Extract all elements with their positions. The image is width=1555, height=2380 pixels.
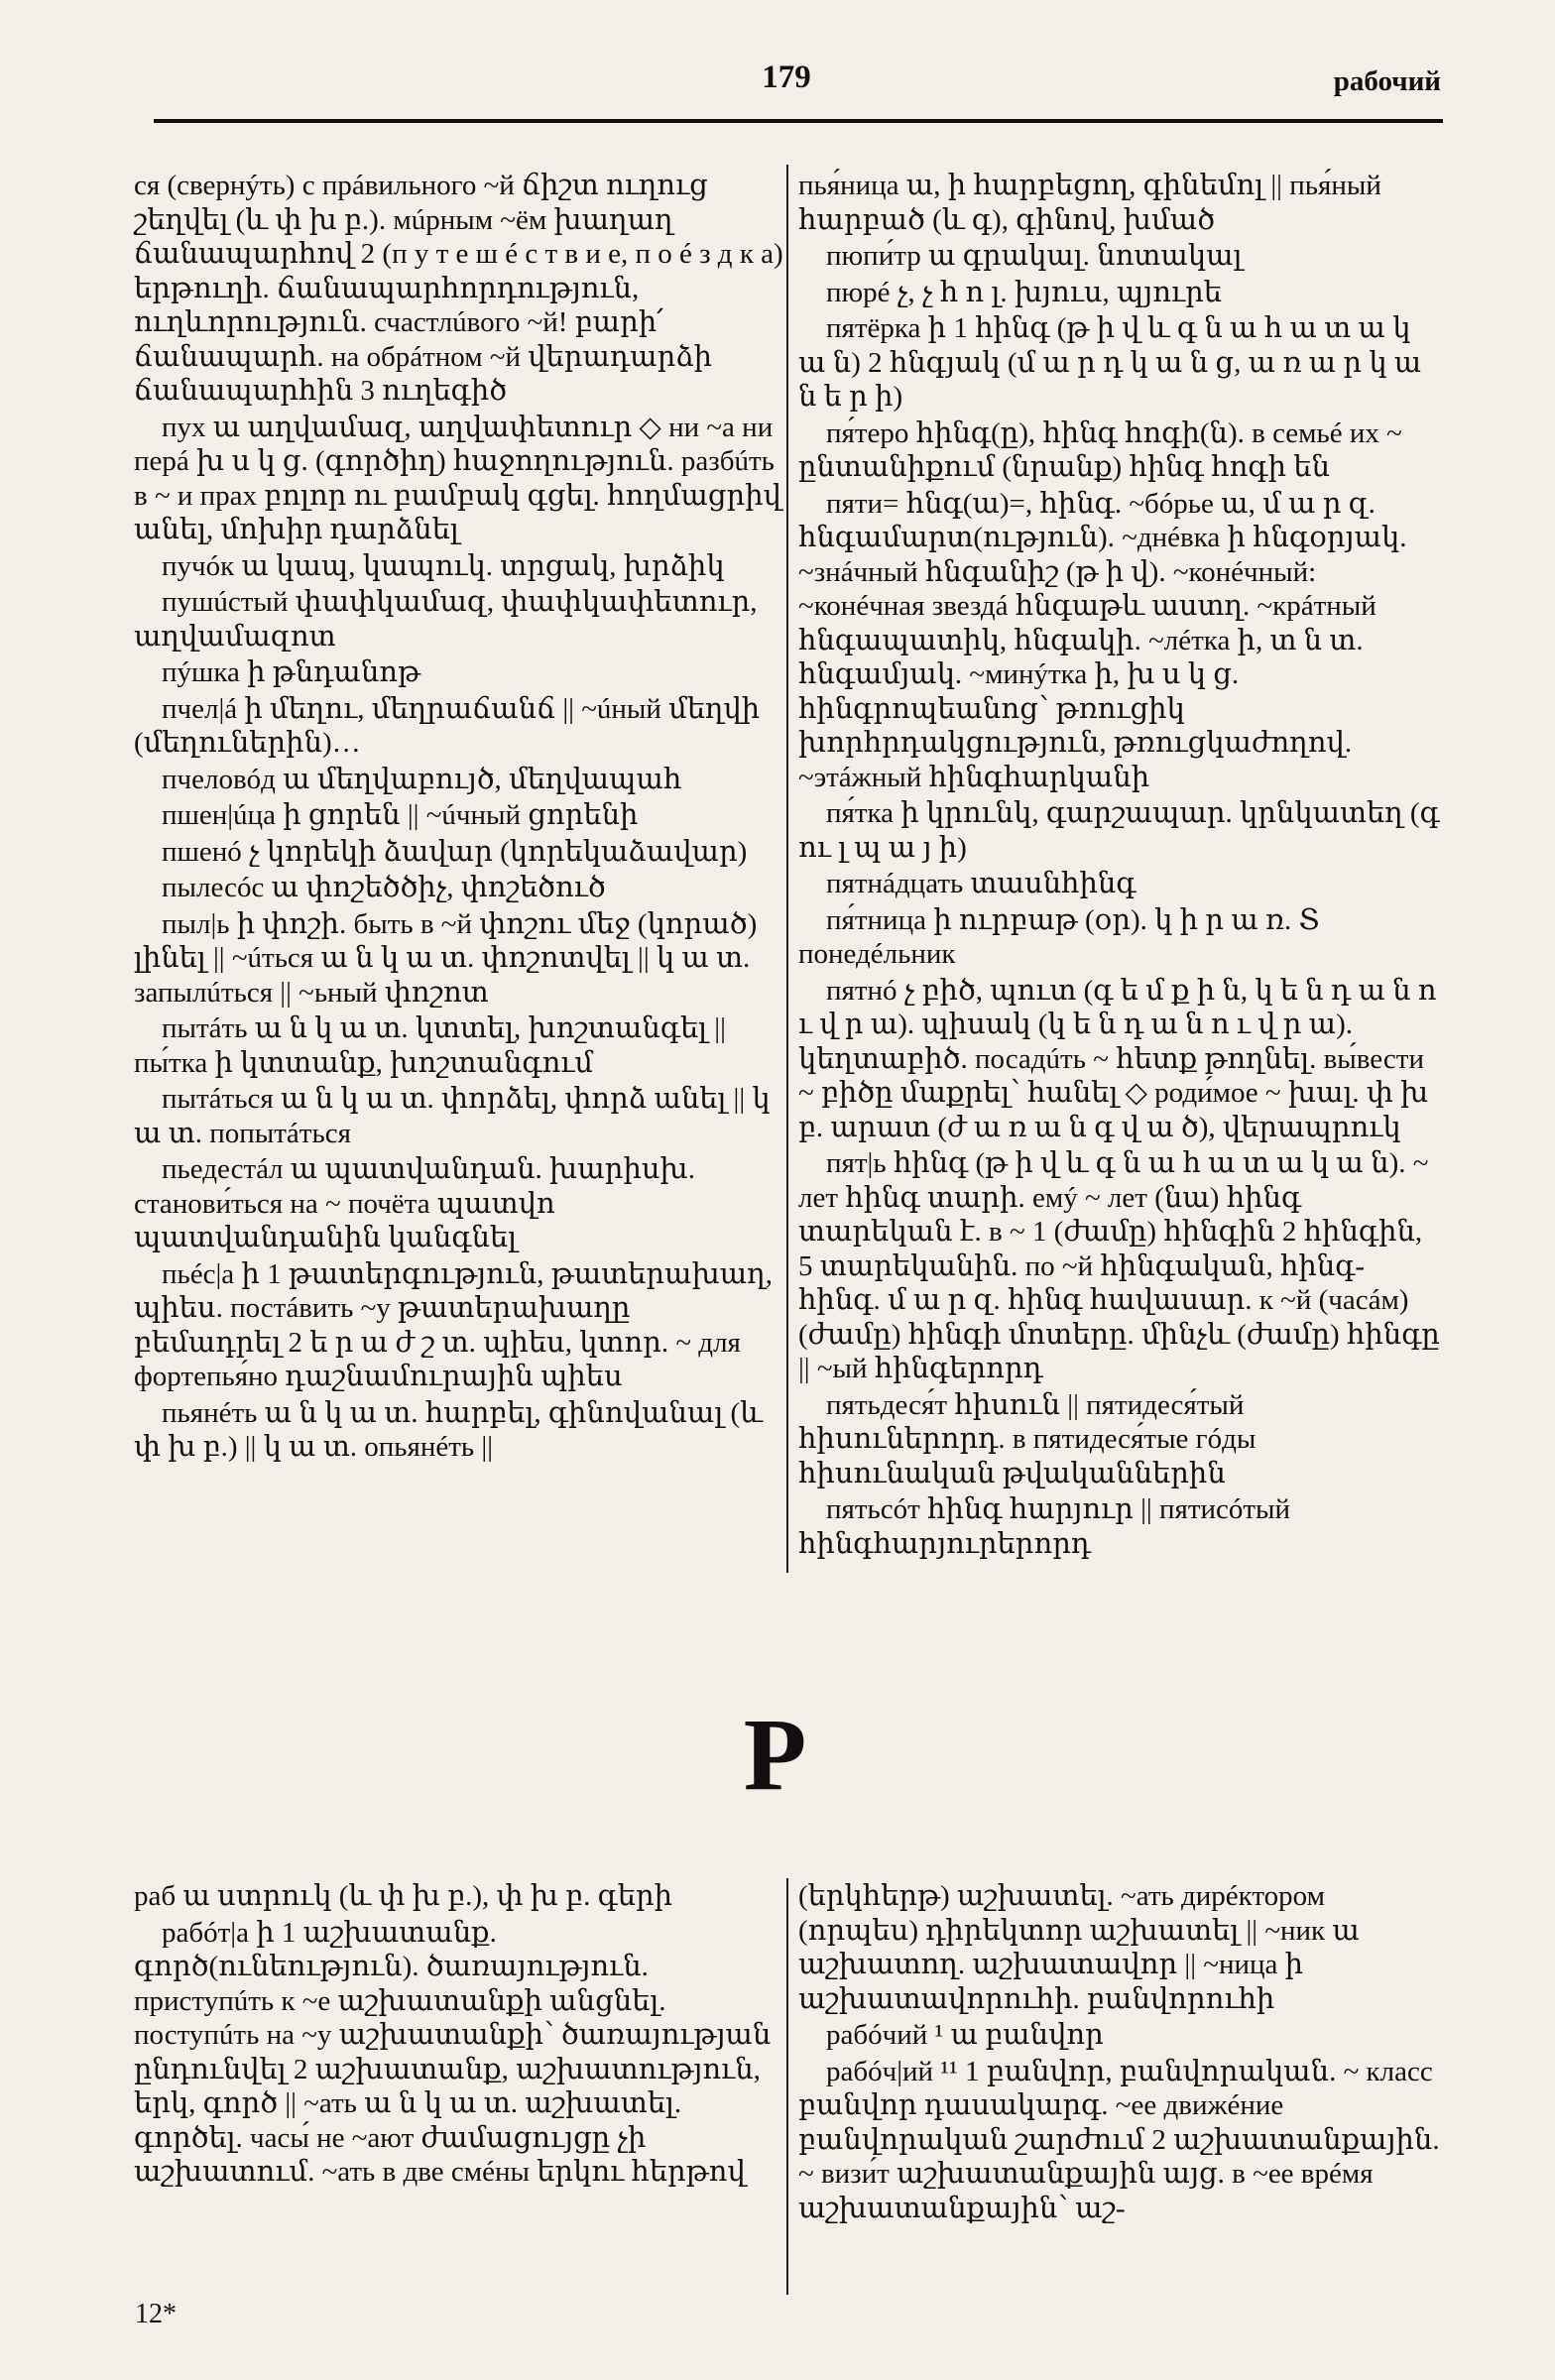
left-bottom-entry-1: раб ա ստրուկ (և փ խ բ.), փ խ բ. գերի [134,1880,673,1912]
header-rule [154,119,1443,123]
column-divider-bottom [786,1878,788,2295]
column-divider-top [786,165,788,1573]
left-entry-8: пшен|úца ի ցորեն || ~úчный ցորենի [162,799,639,831]
right-entry-3: пюрé չ, չ հ ո լ. խյուս, պյուրե [826,276,1222,308]
left-entry-13: пытáться ա ն կ ա տ. փորձել, փորձ անել || կ ա տ. попытáться [134,1083,771,1149]
right-entry-12: пятьдеся́т հիսուն || пятидеся́тый հիսուներորդ. в пятидеся́тые гóды հիսունական թվականներին [798,1388,1256,1489]
left-entry-10: пылесóс ա փոշեծծիչ, փոշեծուծ [162,872,606,903]
right-bottom-entry-3: рабóч|ий ¹¹ 1 բանվոր, բանվորական. ~ класс բանվոր դասակարգ. ~ее движéние բանվորական շարժում 2 աշխատանքային. ~ визи́т աշխատանքային այց. в ~ее врéмя աշխատանքային՝ աշ- [798,2055,1440,2224]
left-entry-4: пушúстый փափկամազ, փափկափետուր, աղվամազոտ [134,586,758,653]
left-entry-5: пýшка ի թնդանոթ [162,656,420,688]
left-entry-3: пучóк ա կապ, կապուկ. տրցակ, խրձիկ [162,549,725,582]
right-entry-10: пятнó չ բիծ, պուտ (գ ե մ ք ի ն, կ ե ն դ ա ն ո ւ վ ր ա). պիսակ (կ ե ն դ ա ն ո ւ վ ր ա). կեղտաբիծ. посадúть ~ հետք թողնել. вы́вести ~ բիծը մաքրել՝ հանել ◇ роди́мое ~ խալ. փ խ բ. արատ (ժ ա ռ ա ն գ վ ա ծ), վերապրուկ [798,974,1437,1143]
left-entry-1: ся (свернýть) с прáвильного ~й ճիշտ ուղուց շեղվել (և փ խ բ.). мúрным ~ём խաղաղ ճանապարհով 2 (п у т е ш é с т в и е, п о é з д к а) երթուղի. ճանապարհորդություն, ուղևորություն. счастлúвого ~й! բարի՛ ճանապարհ. на обрáтном ~й վերադարձի ճանապարհին 3 ուղեգիծ [134,170,783,407]
running-head: рабочий [1333,65,1441,97]
left-entry-12: пытáть ա ն կ ա տ. կտտել, խոշտանգել || пы́тка ի կտտանք, խոշտանգում [134,1012,726,1079]
right-entry-13: пятьсóт հինգ հարյուր || пятисóтый հինգհարյուրերորդ [798,1493,1291,1560]
right-entry-6: пяти= հնգ(ա)=, հինգ. ~бóрье ա, մ ա ր զ. հնգամարտ(ություն). ~днéвка ի հնգօրյակ. ~знáчный հնգանիշ (թ ի վ). ~конéчный: ~конéчная звездá հնգաթև աստղ. ~крáтный հնգապատիկ, հնգակի. ~лéтка ի, տ ն տ. հնգամյակ. ~минýтка ի, խ ս կ ց. հինգրոպեանոց՝ թռուցիկ խորհրդակցություն, թռուցկաժողով. ~этáжный հինգհարկանի [798,487,1407,793]
page-number: 179 [762,60,811,95]
left-bottom-column [134,1879,783,2296]
left-entry-11: пыл|ь ի փոշի. быть в ~й փոշու մեջ (կորած) լինել || ~úться ա ն կ ա տ. փոշոտվել || կ ա տ. запылúться || ~ьный փոշոտ [134,907,758,1009]
left-entry-2: пух ա աղվամազ, աղվափետուր ◇ ни ~а ни перá խ ս կ ց. (գործիղ) հաջողություն. разбúть в ~ и прах բոլոր ու բամբակ գցել. հողմացրիվ անել, մոխիր դարձնել [134,411,781,545]
signature-mark: 12* [135,2299,177,2329]
right-entry-9: пя́тница ի ուրբաթ (օր). կ ի ր ա ռ. Տ понедéльник [798,903,1320,970]
right-entry-2: пюпи́тр ա գրակալ. նոտակալ [826,240,1243,272]
right-entry-4: пятёрка ի 1 հինգ (թ ի վ և գ ն ա հ ա տ ա կ ա ն) 2 հնգյակ (մ ա ր դ կ ա ն ց, ա ռ ա ր կ ա ն ե ր ի) [798,312,1422,413]
left-entry-15: пьéс|а ի 1 թատերգություն, թատերախաղ, պիես. постáвить ~у թատերախաղը բեմադրել 2 ե ր ա ժ շ տ. պիես, կտոր. ~ для фортепья́но դաշնամուրային պիես [134,1257,773,1392]
left-entry-7: пчеловóд ա մեղվաբույծ, մեղվապահ [162,763,682,795]
left-bottom-entry-2: рабóт|а ի 1 աշխատանք. գործ(ունեություն). ծառայություն. приступúть к ~е աշխատանքի անցնել. поступúть на ~у աշխատանքի՝ ծառայության ընդունվել 2 աշխատանք, աշխատություն, երկ, գործ || ~ать ա ն կ ա տ. աշխատել. գործել. часы́ не ~ают ժամացույցը չի աշխատում. ~ать в две смéны երկու հերթով [134,1916,772,2188]
left-entry-14: пьедестáл ա պատվանդան. խարիսխ. станови́ться на ~ почёта պատվո պատվանդանին կանգնել [134,1153,696,1253]
right-entry-1: пья́ница ա, ի հարբեցող, գինեմոլ || пья́ный հարբած (և գ), գինով, խմած [798,170,1381,236]
right-entry-11: пят|ь հինգ (թ ի վ և գ ն ա հ ա տ ա կ ա ն). ~ лет հինգ տարի. емý ~ лет (նա) հինգ տարեկան է. в ~ 1 (ժամը) հինգին 2 հինգին, 5 տարեկանին. по ~й հինգական, հինգ-հինգ. մ ա ր զ. հինգ հավասար. к ~й (часáм) (ժամը) հինգի մոտերը. մինչև (ժամը) հինգը || ~ый հինգերորդ [798,1147,1440,1384]
right-entry-7: пя́тка ի կրունկ, գարշապար. կրնկատեղ (գ ու լ պ ա յ ի) [798,797,1440,864]
right-bottom-entry-1: (երկհերթ) աշխատել. ~ать дирéктором (որպես) դիրեկտոր աշխատել || ~ник ա աշխատող. աշխատավոր || ~ница ի աշխատավորուհի. բանվորուհի [798,1880,1360,2015]
right-bottom-entry-2: рабóчий ¹ ա բանվոր [826,2019,1104,2051]
right-entry-5: пя́теро հինգ(ը), հինգ հոգի(ն). в семьé их ~ ընտանիքում (նրանք) հինգ հոգի են [798,416,1402,483]
right-top-column [798,169,1443,1577]
section-letter: Р [743,1698,807,1812]
right-bottom-column [798,1879,1443,2296]
left-top-column [134,169,783,1567]
left-entry-6: пчел|á ի մեղու, մեղրաճանճ || ~úный մեղվի (մեղուներին)… [134,692,761,759]
left-entry-9: пшенó չ կորեկի ձավար (կորեկաձավար) [162,835,748,868]
left-entry-16: пьянéть ա ն կ ա տ. հարբել, գինովանալ (և փ խ բ.) || կ ա տ. опьянéть || [134,1396,764,1463]
right-entry-8: пятнáдцать տասնհինգ [826,868,1136,899]
